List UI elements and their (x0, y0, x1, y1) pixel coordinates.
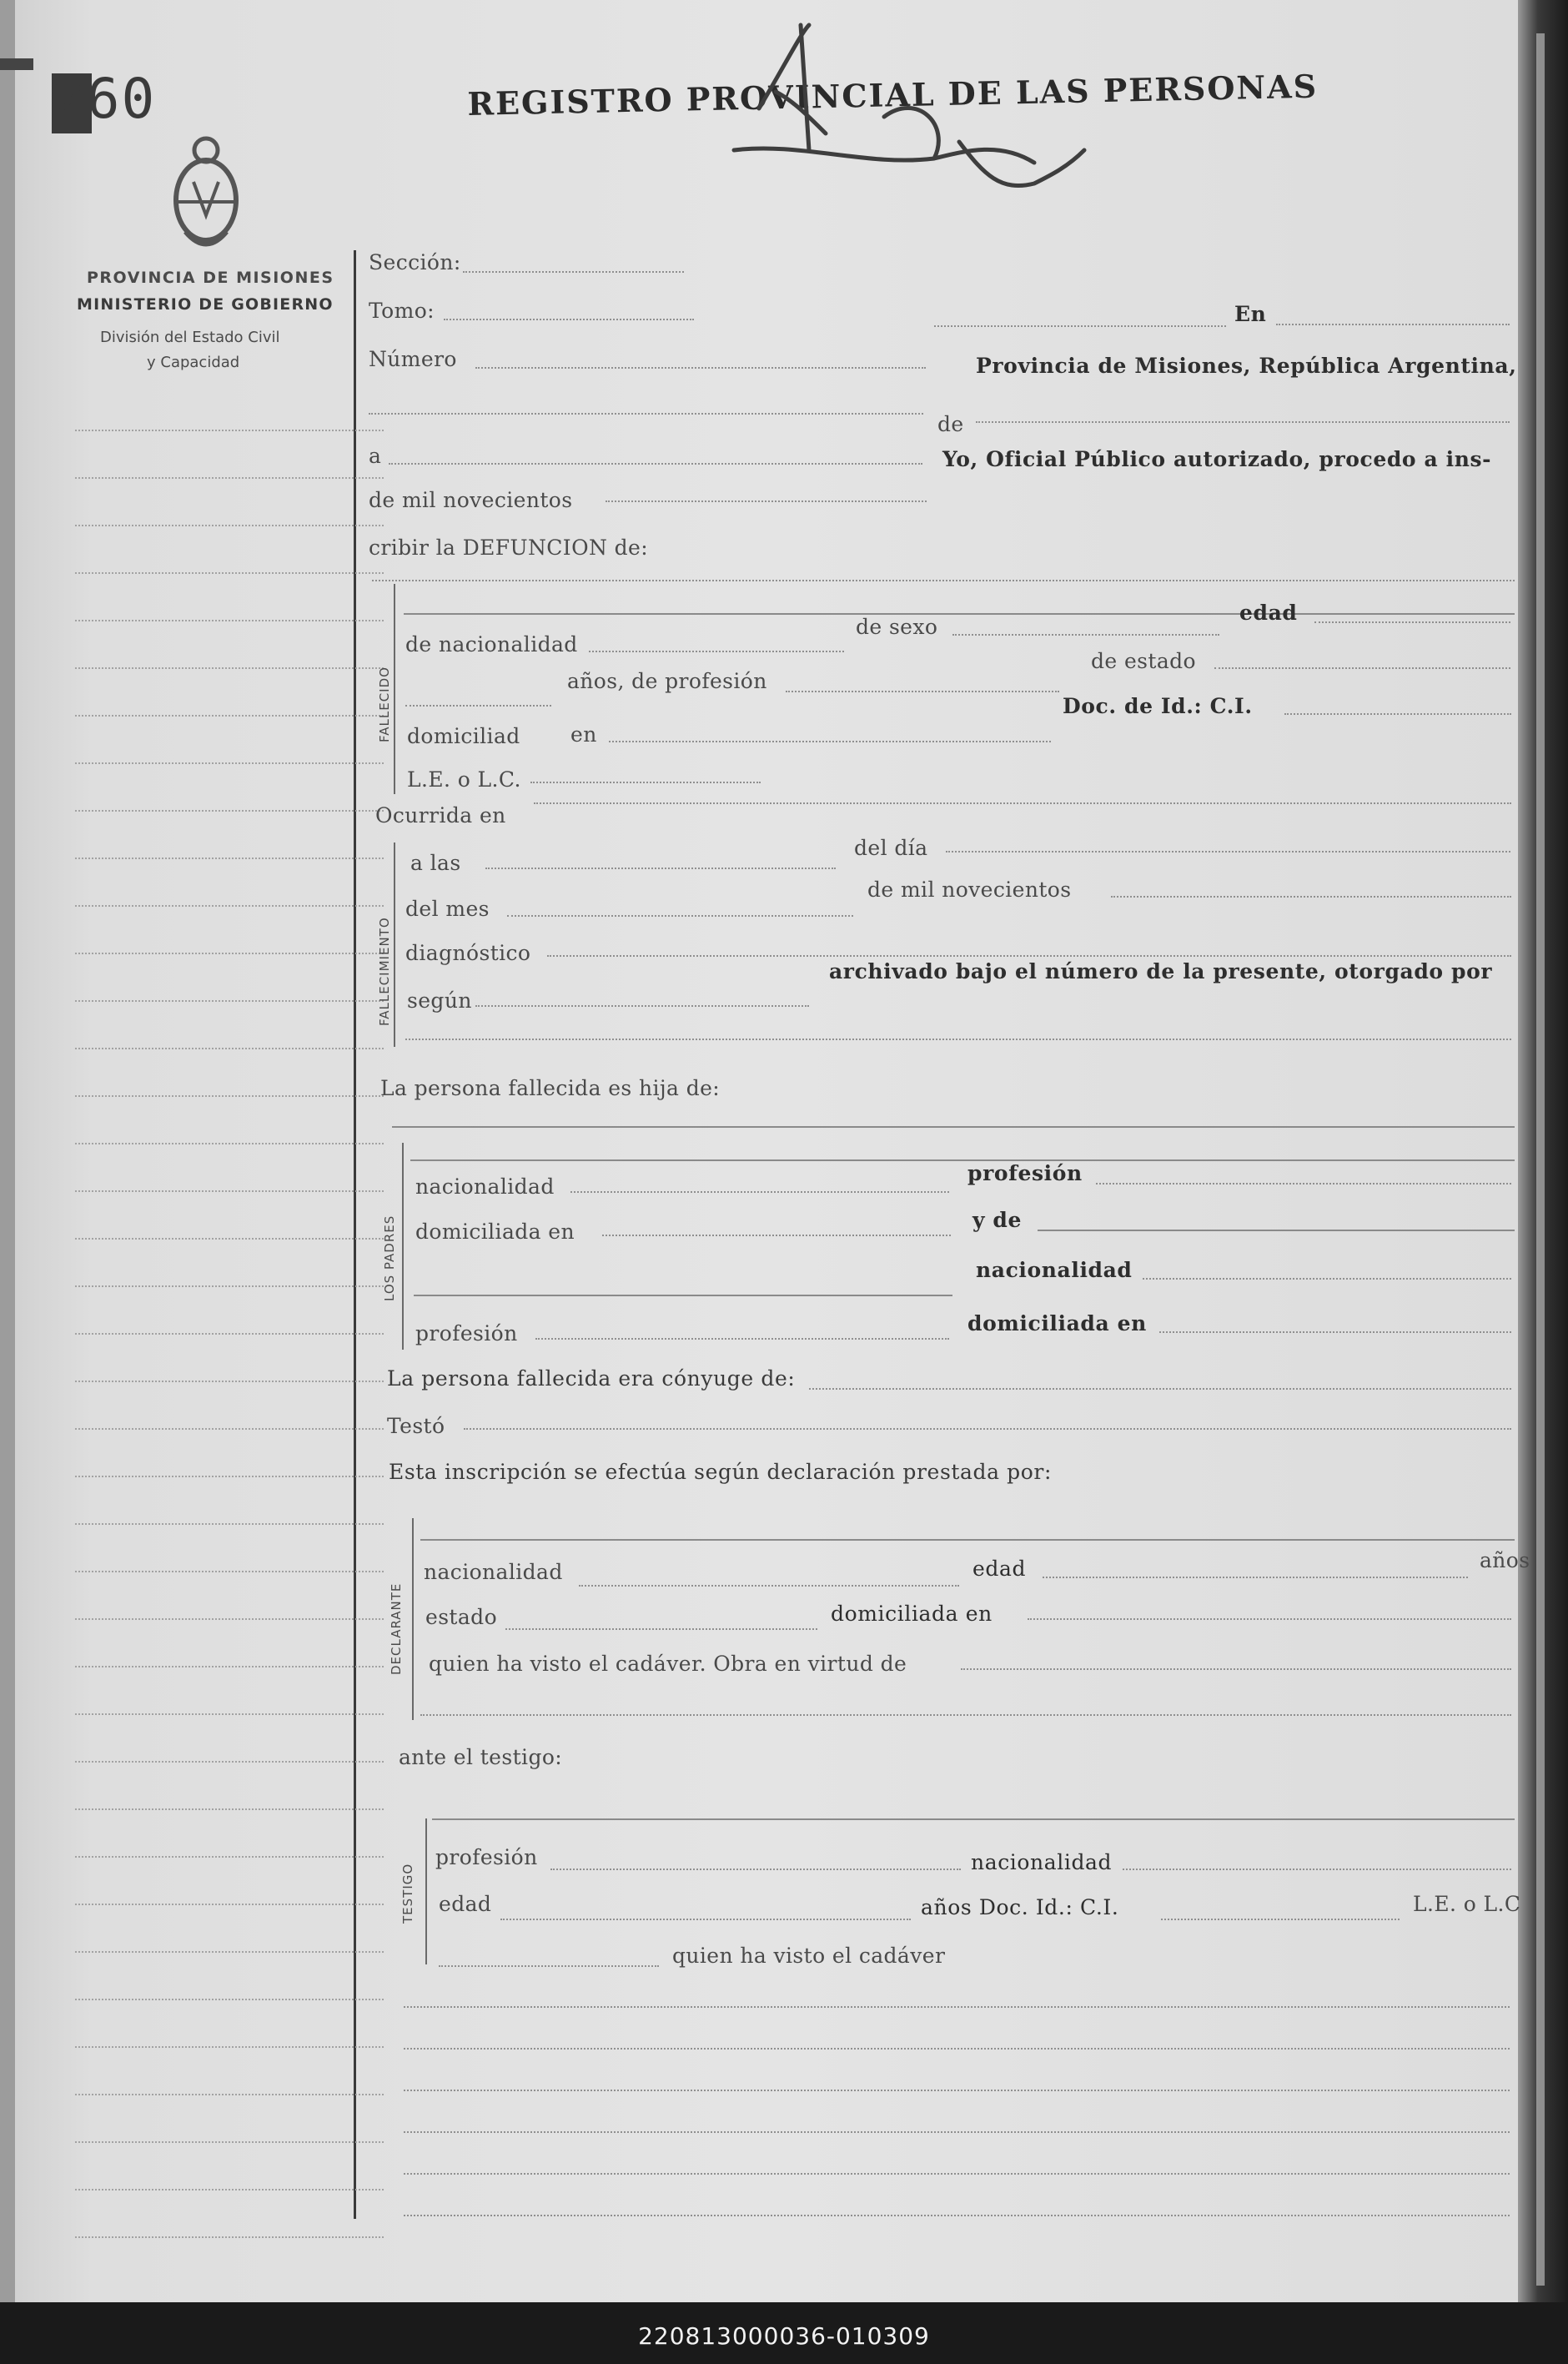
margin-line (75, 1095, 384, 1097)
del-mes-label: del mes (405, 897, 490, 921)
seccion-field[interactable] (463, 271, 684, 273)
margin-line (75, 2094, 384, 2095)
padres-intro-line[interactable] (392, 1126, 1515, 1128)
margin-line (75, 1048, 384, 1049)
declarante-bracket (412, 1518, 414, 1720)
domicilio-field[interactable] (609, 741, 1051, 742)
page-binding-edge (0, 0, 15, 2302)
margin-line (75, 1333, 384, 1335)
margin-line (75, 905, 384, 907)
margin-line (75, 1190, 384, 1192)
testigo-le-lc-label: L.E. o L.C (1413, 1892, 1521, 1916)
obra-virtud-field[interactable] (961, 1668, 1511, 1670)
madre-domicilio-label: domiciliada en (967, 1311, 1147, 1335)
y-de-label: y de (972, 1208, 1023, 1232)
segun-label: según (407, 988, 472, 1013)
margin-line (75, 1571, 384, 1572)
handwritten-signature (684, 17, 1118, 209)
margin-line (75, 1761, 384, 1763)
anos-profesion-label: años, de profesión (567, 669, 767, 693)
padres-intro: La persona fallecida es hija de: (380, 1076, 721, 1100)
testigo-edad-label: edad (439, 1892, 492, 1916)
declarante-nacionalidad-label: nacionalidad (424, 1560, 563, 1584)
margin-line (75, 810, 384, 812)
declarante-domicilio-label: domiciliada en (831, 1602, 993, 1626)
nacionalidad-field[interactable] (589, 651, 844, 652)
margin-line (75, 1713, 384, 1715)
pre-en-field[interactable] (934, 325, 1226, 327)
fallecido-section-label: FALLECIDO (377, 666, 392, 742)
de-mil-field[interactable] (606, 500, 927, 502)
madre-name-line[interactable] (1038, 1230, 1515, 1231)
diagnostico-label: diagnóstico (405, 941, 531, 965)
profesion-field[interactable] (786, 691, 1059, 692)
margin-line (75, 1476, 384, 1477)
margin-line (75, 2141, 384, 2143)
capacity-header: y Capacidad (147, 354, 240, 371)
margin-line (75, 525, 384, 526)
le-lc-field[interactable] (530, 782, 761, 783)
margin-line (75, 667, 384, 669)
testigo-edad-field[interactable] (500, 1919, 911, 1920)
numero-label: Número (369, 347, 457, 371)
padre-profesion-label: profesión (967, 1161, 1083, 1185)
declarante-extra-line[interactable] (420, 1714, 1511, 1716)
estado-field[interactable] (1214, 667, 1510, 669)
declarante-name-line[interactable] (420, 1539, 1515, 1541)
declarante-estado-label: estado (425, 1605, 498, 1629)
margin-line (75, 1666, 384, 1667)
binding-clip (0, 58, 33, 70)
margin-line (75, 762, 384, 764)
margin-line (75, 572, 384, 574)
testigo-doc-field[interactable] (1161, 1919, 1400, 1920)
a-label: a (369, 444, 382, 468)
provincia-label: Provincia de Misiones, República Argentina, (976, 354, 1517, 378)
testo-field[interactable] (464, 1428, 1511, 1430)
madre-nacionalidad-field[interactable] (1143, 1278, 1511, 1280)
ocurrida-label: Ocurrida en (375, 803, 506, 827)
declarante-domicilio-field[interactable] (1028, 1618, 1511, 1620)
footer-id: 220813000036-010309 (638, 2322, 930, 2350)
margin-line (75, 858, 384, 859)
margin-line (75, 1428, 384, 1430)
cribir-label: cribir la DEFUNCION de: (369, 536, 649, 560)
padre-domicilio-field[interactable] (602, 1235, 951, 1236)
testigo-quien-label: quien ha visto el cadáver (672, 1944, 946, 1968)
testigo-extra-field[interactable] (439, 1965, 659, 1967)
declarante-quien-label: quien ha visto el cadáver. Obra en virtud de (429, 1652, 907, 1676)
division-header: División del Estado Civil (100, 329, 280, 346)
margin-line (75, 1238, 384, 1240)
age-value-field[interactable] (405, 705, 551, 707)
en-field[interactable] (1276, 324, 1510, 325)
tomo-field[interactable] (444, 319, 694, 320)
mil-novecientos-label: de mil novecientos (867, 878, 1072, 902)
declarante-edad-field[interactable] (1043, 1577, 1468, 1578)
testigo-bracket (425, 1818, 427, 1964)
nacionalidad-label: de nacionalidad (405, 632, 578, 656)
margin-rule (354, 250, 356, 2219)
page-title: REGISTRO PROVINCIAL DE LAS PERSONAS (467, 67, 1319, 123)
doc-id-label: Doc. de Id.: C.I. (1063, 694, 1253, 718)
mil-novecientos-field[interactable] (1111, 896, 1511, 898)
margin-line (75, 430, 384, 431)
padres-section-label: LOS PADRES (382, 1215, 397, 1301)
page-number: 260 (52, 67, 157, 131)
coat-of-arms-icon (160, 132, 252, 257)
padre-profesion2-label: profesión (415, 1321, 518, 1345)
signature-line[interactable] (404, 2048, 1510, 2050)
testigo-profesion-field[interactable] (550, 1869, 961, 1870)
margin-line (75, 620, 384, 621)
padre-profesion-field[interactable] (1096, 1183, 1511, 1185)
padre-nacionalidad-label: nacionalidad (415, 1174, 555, 1199)
domiciliad-label: domiciliad (407, 724, 520, 748)
declarante-section-label: DECLARANTE (389, 1582, 404, 1675)
margin-line (75, 1951, 384, 1953)
declarante-edad-label: edad (972, 1557, 1027, 1581)
defuncion-field[interactable] (372, 580, 1515, 581)
margin-line (75, 1143, 384, 1144)
padre-nacionalidad-field[interactable] (570, 1191, 949, 1193)
declarante-anos-label: años (1480, 1548, 1530, 1572)
le-lc-label: L.E. o L.C. (407, 767, 521, 792)
de-field[interactable] (976, 421, 1510, 423)
margin-line (75, 1999, 384, 2000)
a-las-label: a las (410, 851, 461, 875)
margin-line (75, 1808, 384, 1810)
diagnostico-field[interactable] (547, 955, 1511, 957)
declaracion-label: Esta inscripción se efectúa según declaración prestada por: (389, 1460, 1053, 1484)
testigo-section-label: TESTIGO (400, 1863, 415, 1924)
next-page-edge (1536, 33, 1545, 2286)
edad-label: edad (1239, 601, 1298, 625)
testigo-profesion-label: profesión (435, 1845, 538, 1869)
province-header: PROVINCIA DE MISIONES (87, 269, 334, 287)
madre-nacionalidad-label: nacionalidad (976, 1258, 1133, 1282)
testigo-nacionalidad-label: nacionalidad (971, 1850, 1113, 1874)
seccion-label: Sección: (369, 250, 461, 274)
testigo-name-line[interactable] (432, 1818, 1515, 1820)
doc-id-field[interactable] (1284, 713, 1511, 715)
conyuge-label: La persona fallecida era cónyuge de: (387, 1366, 796, 1391)
en-domicilio-label: en (570, 722, 597, 747)
en-label: En (1234, 302, 1267, 326)
fallecido-bracket (394, 584, 395, 794)
padre-domicilio-label: domiciliada en (415, 1220, 575, 1244)
declarante-nacionalidad-field[interactable] (579, 1585, 959, 1587)
sexo-label: de sexo (856, 615, 938, 639)
ministry-header: MINISTERIO DE GOBIERNO (77, 295, 334, 314)
signature-line[interactable] (404, 2006, 1510, 2008)
testigo-nacionalidad-field[interactable] (1123, 1869, 1511, 1870)
ante-testigo-label: ante el testigo: (399, 1745, 563, 1769)
margin-line (75, 1904, 384, 1905)
margin-line (75, 2236, 384, 2238)
margin-line (75, 2189, 384, 2190)
de-mil-label: de mil novecientos (369, 488, 573, 512)
otorgado-field[interactable] (405, 1039, 1511, 1040)
segun-field[interactable] (475, 1005, 809, 1007)
yo-label: Yo, Oficial Público autorizado, procedo a ins- (942, 447, 1492, 471)
margin-line (75, 1381, 384, 1382)
ocurrida-field[interactable] (534, 802, 1511, 804)
sexo-field[interactable] (952, 634, 1219, 636)
fallecido-name-line[interactable] (404, 613, 1515, 615)
signature-line[interactable] (404, 2215, 1510, 2216)
estado-label: de estado (1091, 649, 1196, 673)
madre-domicilio-field[interactable] (1159, 1331, 1511, 1333)
margin-line (75, 1856, 384, 1858)
padre-extra-line[interactable] (414, 1295, 952, 1296)
margin-line (75, 953, 384, 954)
del-dia-field[interactable] (946, 851, 1510, 853)
conyuge-field[interactable] (809, 1388, 1511, 1390)
provincia-field[interactable] (369, 413, 923, 415)
signature-line[interactable] (404, 2131, 1510, 2133)
archivado-label: archivado bajo el número de la presente, otorgado por (829, 959, 1493, 983)
margin-line (75, 1000, 384, 1002)
margin-line (75, 477, 384, 479)
de-label: de (937, 412, 964, 436)
fallecimiento-section-label: FALLECIMIENTO (377, 917, 392, 1026)
declarante-estado-field[interactable] (505, 1628, 817, 1630)
testigo-doc-label: años Doc. Id.: C.I. (921, 1895, 1119, 1919)
margin-line (75, 715, 384, 717)
margin-line (75, 1618, 384, 1620)
signature-line[interactable] (404, 2173, 1510, 2175)
margin-line (75, 1285, 384, 1287)
numero-field[interactable] (475, 367, 926, 369)
padres-bracket (402, 1143, 404, 1350)
margin-line (75, 2046, 384, 2048)
tomo-label: Tomo: (369, 299, 435, 323)
a-field[interactable] (389, 463, 922, 465)
padre-name-line[interactable] (410, 1159, 1515, 1161)
del-dia-label: del día (854, 836, 928, 860)
padre-profesion2-field[interactable] (535, 1338, 949, 1340)
margin-line (75, 1523, 384, 1525)
edad-field[interactable] (1314, 621, 1510, 623)
fallecimiento-bracket (394, 842, 395, 1047)
del-mes-field[interactable] (507, 915, 853, 917)
testo-label: Testó (387, 1414, 445, 1438)
a-las-field[interactable] (485, 868, 836, 869)
signature-line[interactable] (404, 2090, 1510, 2091)
